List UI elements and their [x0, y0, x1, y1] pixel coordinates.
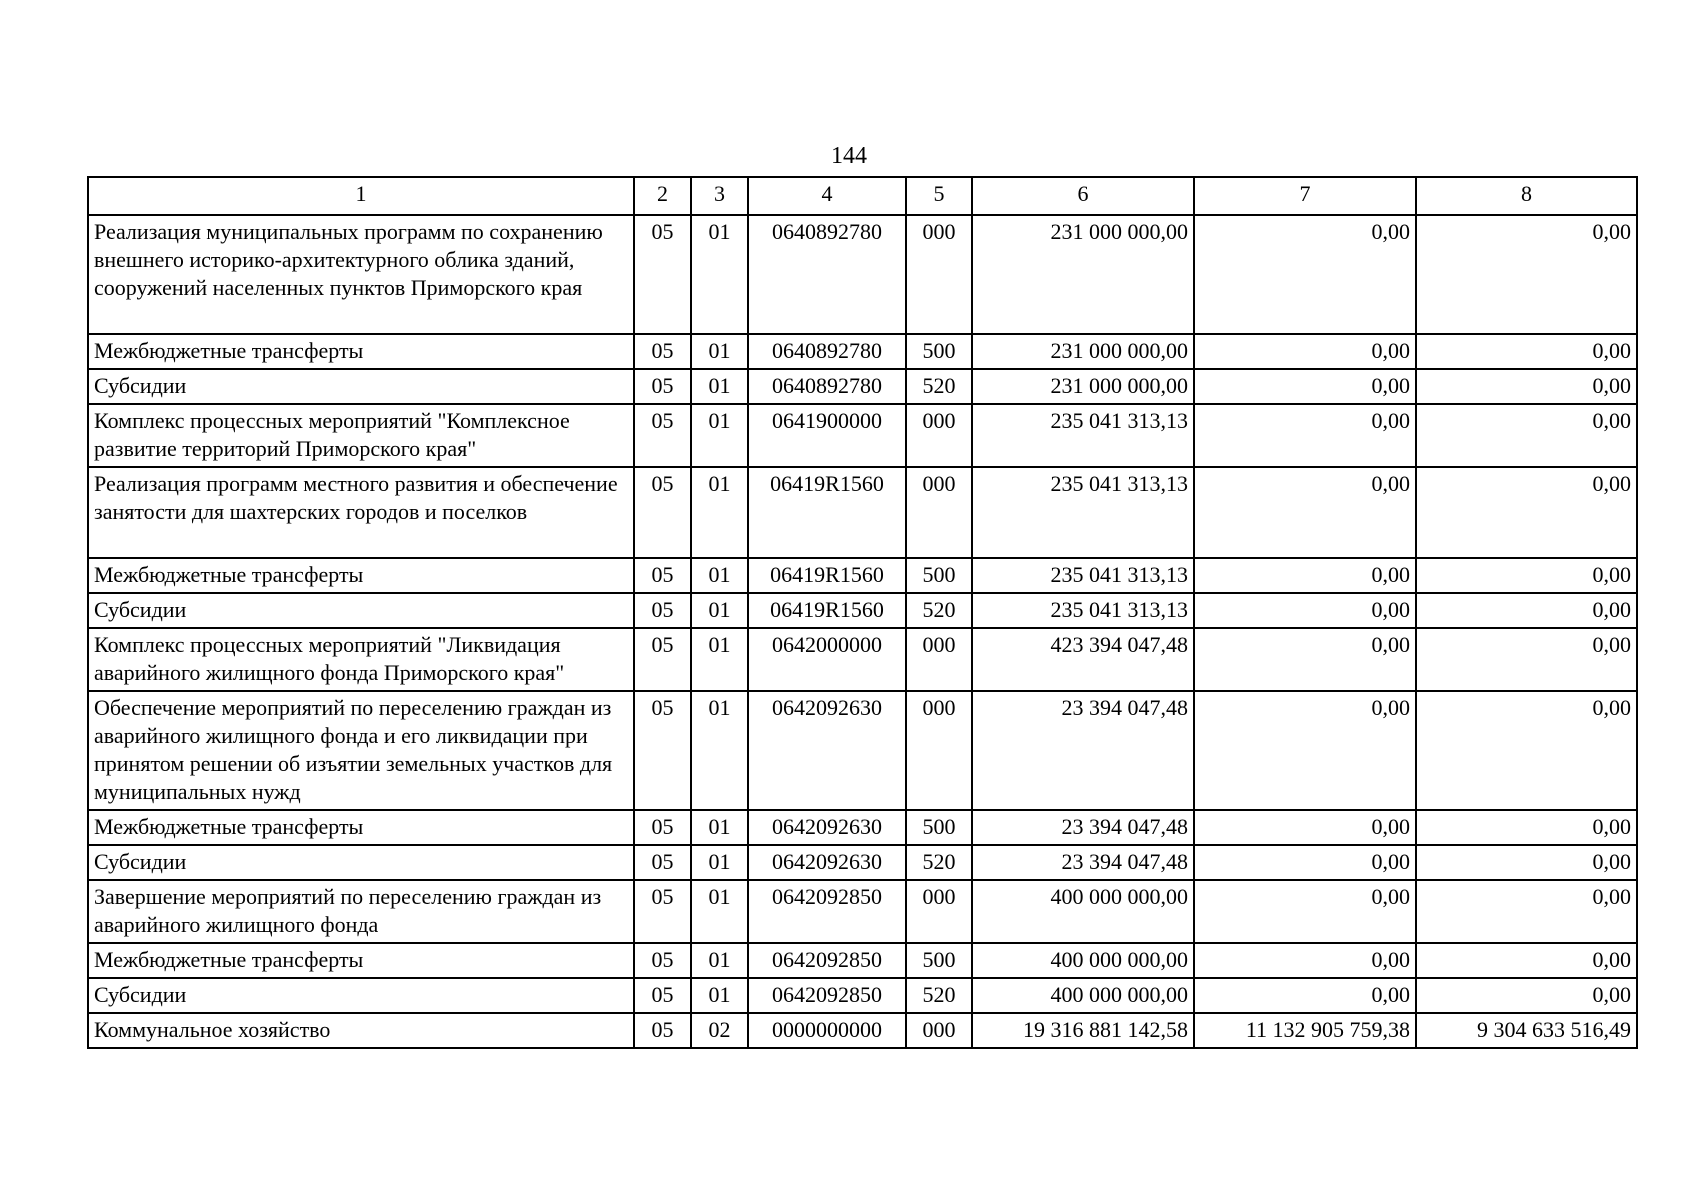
cell-section: 05	[634, 404, 691, 467]
cell-amount-col8: 0,00	[1416, 943, 1637, 978]
cell-amount-col8: 0,00	[1416, 558, 1637, 593]
cell-subsection: 01	[691, 558, 748, 593]
cell-section: 05	[634, 880, 691, 943]
cell-amount-col8: 0,00	[1416, 880, 1637, 943]
header-col-2: 2	[634, 177, 691, 215]
header-col-1: 1	[88, 177, 634, 215]
cell-amount-col6: 231 000 000,00	[972, 334, 1194, 369]
cell-expense-type: 500	[906, 558, 972, 593]
cell-amount-col7: 0,00	[1194, 593, 1416, 628]
table-row	[88, 334, 1637, 369]
cell-amount-col7: 0,00	[1194, 845, 1416, 880]
cell-subsection: 01	[691, 593, 748, 628]
cell-target-article: 0641900000	[748, 404, 906, 467]
cell-target-article: 0640892780	[748, 369, 906, 404]
table-row	[88, 628, 1637, 691]
cell-amount-col6: 400 000 000,00	[972, 943, 1194, 978]
header-col-5: 5	[906, 177, 972, 215]
cell-amount-col7: 0,00	[1194, 467, 1416, 558]
cell-subsection: 01	[691, 467, 748, 558]
table-row	[88, 215, 1637, 334]
cell-section: 05	[634, 978, 691, 1013]
cell-name: Субсидии	[88, 978, 634, 1013]
cell-name: Реализация муниципальных программ по сохранению внешнего историко-архитектурного облика зданий, сооружений населенных пунктов Приморского края	[88, 215, 634, 334]
cell-expense-type: 000	[906, 215, 972, 334]
page-number: 144	[831, 143, 867, 169]
cell-amount-col8: 0,00	[1416, 215, 1637, 334]
cell-target-article: 0642092850	[748, 880, 906, 943]
cell-section: 05	[634, 1013, 691, 1048]
cell-section: 05	[634, 628, 691, 691]
cell-section: 05	[634, 467, 691, 558]
table-row	[88, 691, 1637, 810]
table-row	[88, 369, 1637, 404]
cell-amount-col8: 0,00	[1416, 593, 1637, 628]
cell-section: 05	[634, 943, 691, 978]
cell-section: 05	[634, 810, 691, 845]
cell-subsection: 01	[691, 334, 748, 369]
cell-amount-col8: 0,00	[1416, 404, 1637, 467]
cell-expense-type: 500	[906, 334, 972, 369]
table-row	[88, 593, 1637, 628]
cell-amount-col7: 0,00	[1194, 628, 1416, 691]
cell-amount-col6: 235 041 313,13	[972, 467, 1194, 558]
cell-amount-col7: 0,00	[1194, 404, 1416, 467]
cell-target-article: 06419R1560	[748, 593, 906, 628]
table-row	[88, 467, 1637, 558]
cell-expense-type: 520	[906, 593, 972, 628]
cell-section: 05	[634, 845, 691, 880]
cell-subsection: 01	[691, 628, 748, 691]
cell-name: Межбюджетные трансферты	[88, 558, 634, 593]
cell-amount-col7: 0,00	[1194, 334, 1416, 369]
cell-amount-col6: 400 000 000,00	[972, 880, 1194, 943]
cell-expense-type: 500	[906, 943, 972, 978]
cell-subsection: 01	[691, 691, 748, 810]
cell-name: Межбюджетные трансферты	[88, 943, 634, 978]
table-row	[88, 978, 1637, 1013]
cell-amount-col7: 0,00	[1194, 369, 1416, 404]
cell-amount-col6: 235 041 313,13	[972, 558, 1194, 593]
cell-amount-col8: 0,00	[1416, 978, 1637, 1013]
cell-amount-col8: 0,00	[1416, 628, 1637, 691]
cell-amount-col7: 0,00	[1194, 943, 1416, 978]
cell-amount-col6: 423 394 047,48	[972, 628, 1194, 691]
header-col-4: 4	[748, 177, 906, 215]
cell-section: 05	[634, 334, 691, 369]
cell-subsection: 01	[691, 369, 748, 404]
table-row	[88, 558, 1637, 593]
cell-name: Субсидии	[88, 593, 634, 628]
cell-amount-col6: 23 394 047,48	[972, 810, 1194, 845]
cell-target-article: 0642000000	[748, 628, 906, 691]
header-col-3: 3	[691, 177, 748, 215]
cell-expense-type: 520	[906, 845, 972, 880]
cell-amount-col6: 400 000 000,00	[972, 978, 1194, 1013]
cell-amount-col7: 0,00	[1194, 978, 1416, 1013]
cell-section: 05	[634, 369, 691, 404]
table-body	[88, 215, 1637, 1048]
table-row	[88, 943, 1637, 978]
cell-section: 05	[634, 691, 691, 810]
cell-amount-col6: 231 000 000,00	[972, 215, 1194, 334]
cell-target-article: 0640892780	[748, 215, 906, 334]
cell-subsection: 01	[691, 978, 748, 1013]
header-col-7: 7	[1194, 177, 1416, 215]
cell-target-article: 0640892780	[748, 334, 906, 369]
cell-amount-col6: 231 000 000,00	[972, 369, 1194, 404]
cell-amount-col7: 11 132 905 759,38	[1194, 1013, 1416, 1048]
cell-amount-col8: 0,00	[1416, 845, 1637, 880]
cell-expense-type: 000	[906, 404, 972, 467]
cell-subsection: 02	[691, 1013, 748, 1048]
cell-expense-type: 500	[906, 810, 972, 845]
cell-amount-col8: 0,00	[1416, 810, 1637, 845]
cell-name: Коммунальное хозяйство	[88, 1013, 634, 1048]
cell-amount-col8: 0,00	[1416, 369, 1637, 404]
cell-amount-col8: 0,00	[1416, 691, 1637, 810]
cell-name: Межбюджетные трансферты	[88, 334, 634, 369]
cell-expense-type: 000	[906, 467, 972, 558]
cell-name: Межбюджетные трансферты	[88, 810, 634, 845]
table-row	[88, 845, 1637, 880]
table-row	[88, 1013, 1637, 1048]
budget-table	[87, 176, 1638, 1049]
header-row	[88, 177, 1637, 215]
table-row	[88, 880, 1637, 943]
cell-expense-type: 520	[906, 978, 972, 1013]
cell-amount-col6: 235 041 313,13	[972, 404, 1194, 467]
cell-amount-col7: 0,00	[1194, 215, 1416, 334]
cell-target-article: 06419R1560	[748, 467, 906, 558]
cell-expense-type: 000	[906, 880, 972, 943]
cell-amount-col6: 23 394 047,48	[972, 845, 1194, 880]
cell-name: Комплекс процессных мероприятий "Ликвидация аварийного жилищного фонда Приморского края"	[88, 628, 634, 691]
cell-name: Обеспечение мероприятий по переселению граждан из аварийного жилищного фонда и его ликвидации при принятом решении об изъятии земельных участков для муниципальных нужд	[88, 691, 634, 810]
cell-amount-col7: 0,00	[1194, 880, 1416, 943]
cell-amount-col7: 0,00	[1194, 558, 1416, 593]
cell-section: 05	[634, 558, 691, 593]
cell-amount-col8: 0,00	[1416, 467, 1637, 558]
header-col-8: 8	[1416, 177, 1637, 215]
cell-target-article: 0642092630	[748, 845, 906, 880]
cell-amount-col8: 9 304 633 516,49	[1416, 1013, 1637, 1048]
cell-subsection: 01	[691, 810, 748, 845]
cell-amount-col7: 0,00	[1194, 810, 1416, 845]
cell-subsection: 01	[691, 943, 748, 978]
cell-name: Комплекс процессных мероприятий "Комплексное развитие территорий Приморского края"	[88, 404, 634, 467]
cell-subsection: 01	[691, 404, 748, 467]
cell-name: Завершение мероприятий по переселению граждан из аварийного жилищного фонда	[88, 880, 634, 943]
cell-amount-col8: 0,00	[1416, 334, 1637, 369]
cell-expense-type: 000	[906, 691, 972, 810]
cell-subsection: 01	[691, 845, 748, 880]
cell-target-article: 0642092630	[748, 810, 906, 845]
table-row	[88, 404, 1637, 467]
table-row	[88, 810, 1637, 845]
cell-amount-col6: 235 041 313,13	[972, 593, 1194, 628]
cell-subsection: 01	[691, 880, 748, 943]
cell-amount-col7: 0,00	[1194, 691, 1416, 810]
cell-name: Субсидии	[88, 845, 634, 880]
cell-amount-col6: 19 316 881 142,58	[972, 1013, 1194, 1048]
cell-name: Реализация программ местного развития и обеспечение занятости для шахтерских городов и поселков	[88, 467, 634, 558]
cell-target-article: 06419R1560	[748, 558, 906, 593]
cell-section: 05	[634, 593, 691, 628]
cell-target-article: 0000000000	[748, 1013, 906, 1048]
cell-subsection: 01	[691, 215, 748, 334]
cell-name: Субсидии	[88, 369, 634, 404]
cell-section: 05	[634, 215, 691, 334]
cell-target-article: 0642092630	[748, 691, 906, 810]
header-col-6: 6	[972, 177, 1194, 215]
cell-expense-type: 000	[906, 1013, 972, 1048]
cell-target-article: 0642092850	[748, 978, 906, 1013]
cell-amount-col6: 23 394 047,48	[972, 691, 1194, 810]
cell-expense-type: 520	[906, 369, 972, 404]
cell-target-article: 0642092850	[748, 943, 906, 978]
cell-expense-type: 000	[906, 628, 972, 691]
